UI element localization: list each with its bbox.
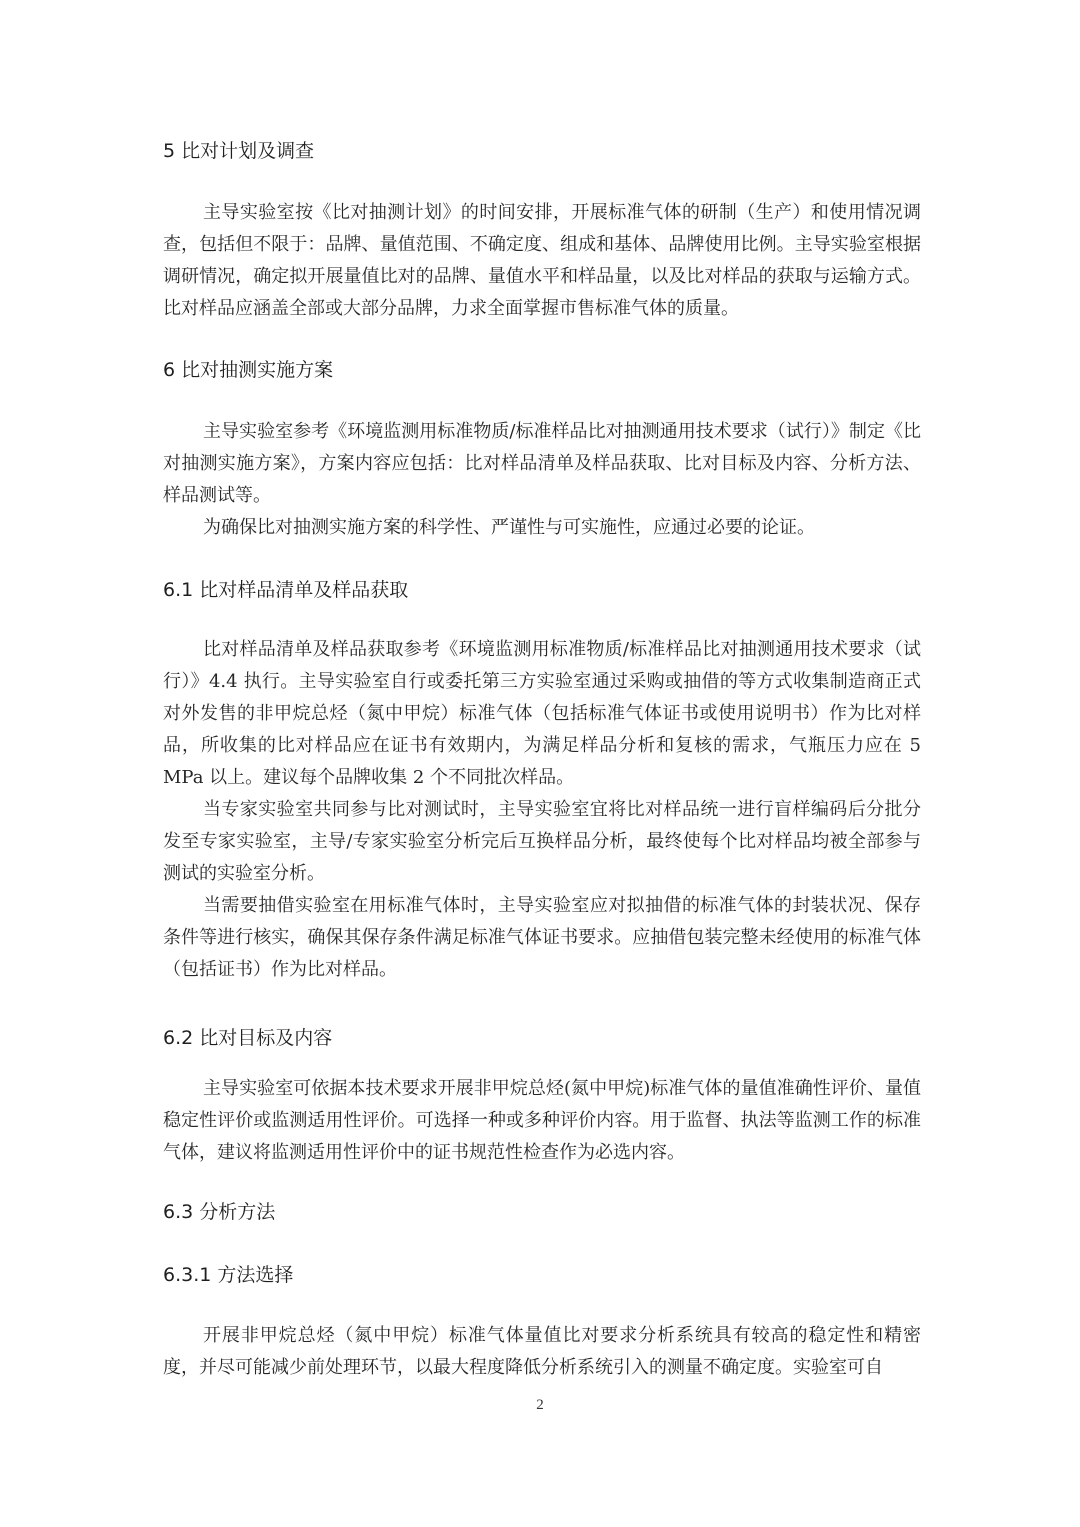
section-5-paragraph-1: 主导实验室按《比对抽测计划》的时间安排，开展标准气体的研制（生产）和使用情况调查，包括但不限于：品牌、量值范围、不确定度、组成和基体、品牌使用比例。主导实验室根据调研情况，确定拟开展量值比对的品牌、量值水平和样品量，以及比对样品的获取与运输方式。比对样品应涵盖全部或大部分品牌，力求全面掌握市售标准气体的质量。: [163, 202, 921, 319]
section-6-1-paragraph-2: 当专家实验室共同参与比对测试时，主导实验室宜将比对样品统一进行盲样编码后分批分发至专家实验室，主导/专家实验室分析完后互换样品分析，最终使每个比对样品均被全部参与测试的实验室分析。: [163, 799, 921, 884]
section-6-1-paragraph-1: 比对样品清单及样品获取参考《环境监测用标准物质/标准样品比对抽测通用技术要求（试行）》4.4 执行。主导实验室自行或委托第三方实验室通过采购或抽借的等方式收集制造商正式对外发售的非甲烷总烃（氮中甲烷）标准气体（包括标准气体证书或使用说明书）作为比对样品，所收集的比对样品应在证书有效期内，为满足样品分析和复核的需求，气瓶压力应在 5 MPa 以上。建议每个品牌收集 2 个不同批次样品。: [163, 639, 921, 788]
section-6-3-1-paragraph-1: 开展非甲烷总烃（氮中甲烷）标准气体量值比对要求分析系统具有较高的稳定性和精密度，并尽可能减少前处理环节，以最大程度降低分析系统引入的测量不确定度。实验室可自: [163, 1325, 921, 1378]
section-5-heading: 5 比对计划及调查: [163, 140, 315, 162]
section-6-heading: 6 比对抽测实施方案: [163, 359, 334, 381]
section-6-3-1-heading: 6.3.1 方法选择: [163, 1264, 294, 1286]
section-6-paragraph-2: 为确保比对抽测实施方案的科学性、严谨性与可实施性，应通过必要的论证。: [203, 517, 815, 538]
section-6-2-heading: 6.2 比对目标及内容: [163, 1027, 333, 1049]
section-6-paragraph-1: 主导实验室参考《环境监测用标准物质/标准样品比对抽测通用技术要求（试行）》制定《比对抽测实施方案》，方案内容应包括：比对样品清单及样品获取、比对目标及内容、分析方法、样品测试等。: [163, 421, 921, 506]
section-6-1-paragraph-3: 当需要抽借实验室在用标准气体时，主导实验室应对拟抽借的标准气体的封装状况、保存条件等进行核实，确保其保存条件满足标准气体证书要求。应抽借包装完整未经使用的标准气体（包括证书）作为比对样品。: [163, 895, 921, 980]
section-6-3-heading: 6.3 分析方法: [163, 1201, 276, 1223]
section-6-2-paragraph-1: 主导实验室可依据本技术要求开展非甲烷总烃(氮中甲烷)标准气体的量值准确性评价、量值稳定性评价或监测适用性评价。可选择一种或多种评价内容。用于监督、执法等监测工作的标准气体，建议将监测适用性评价中的证书规范性检查作为必选内容。: [163, 1078, 921, 1163]
page-number: 2: [536, 1397, 544, 1413]
section-6-1-heading: 6.1 比对样品清单及样品获取: [163, 579, 409, 601]
